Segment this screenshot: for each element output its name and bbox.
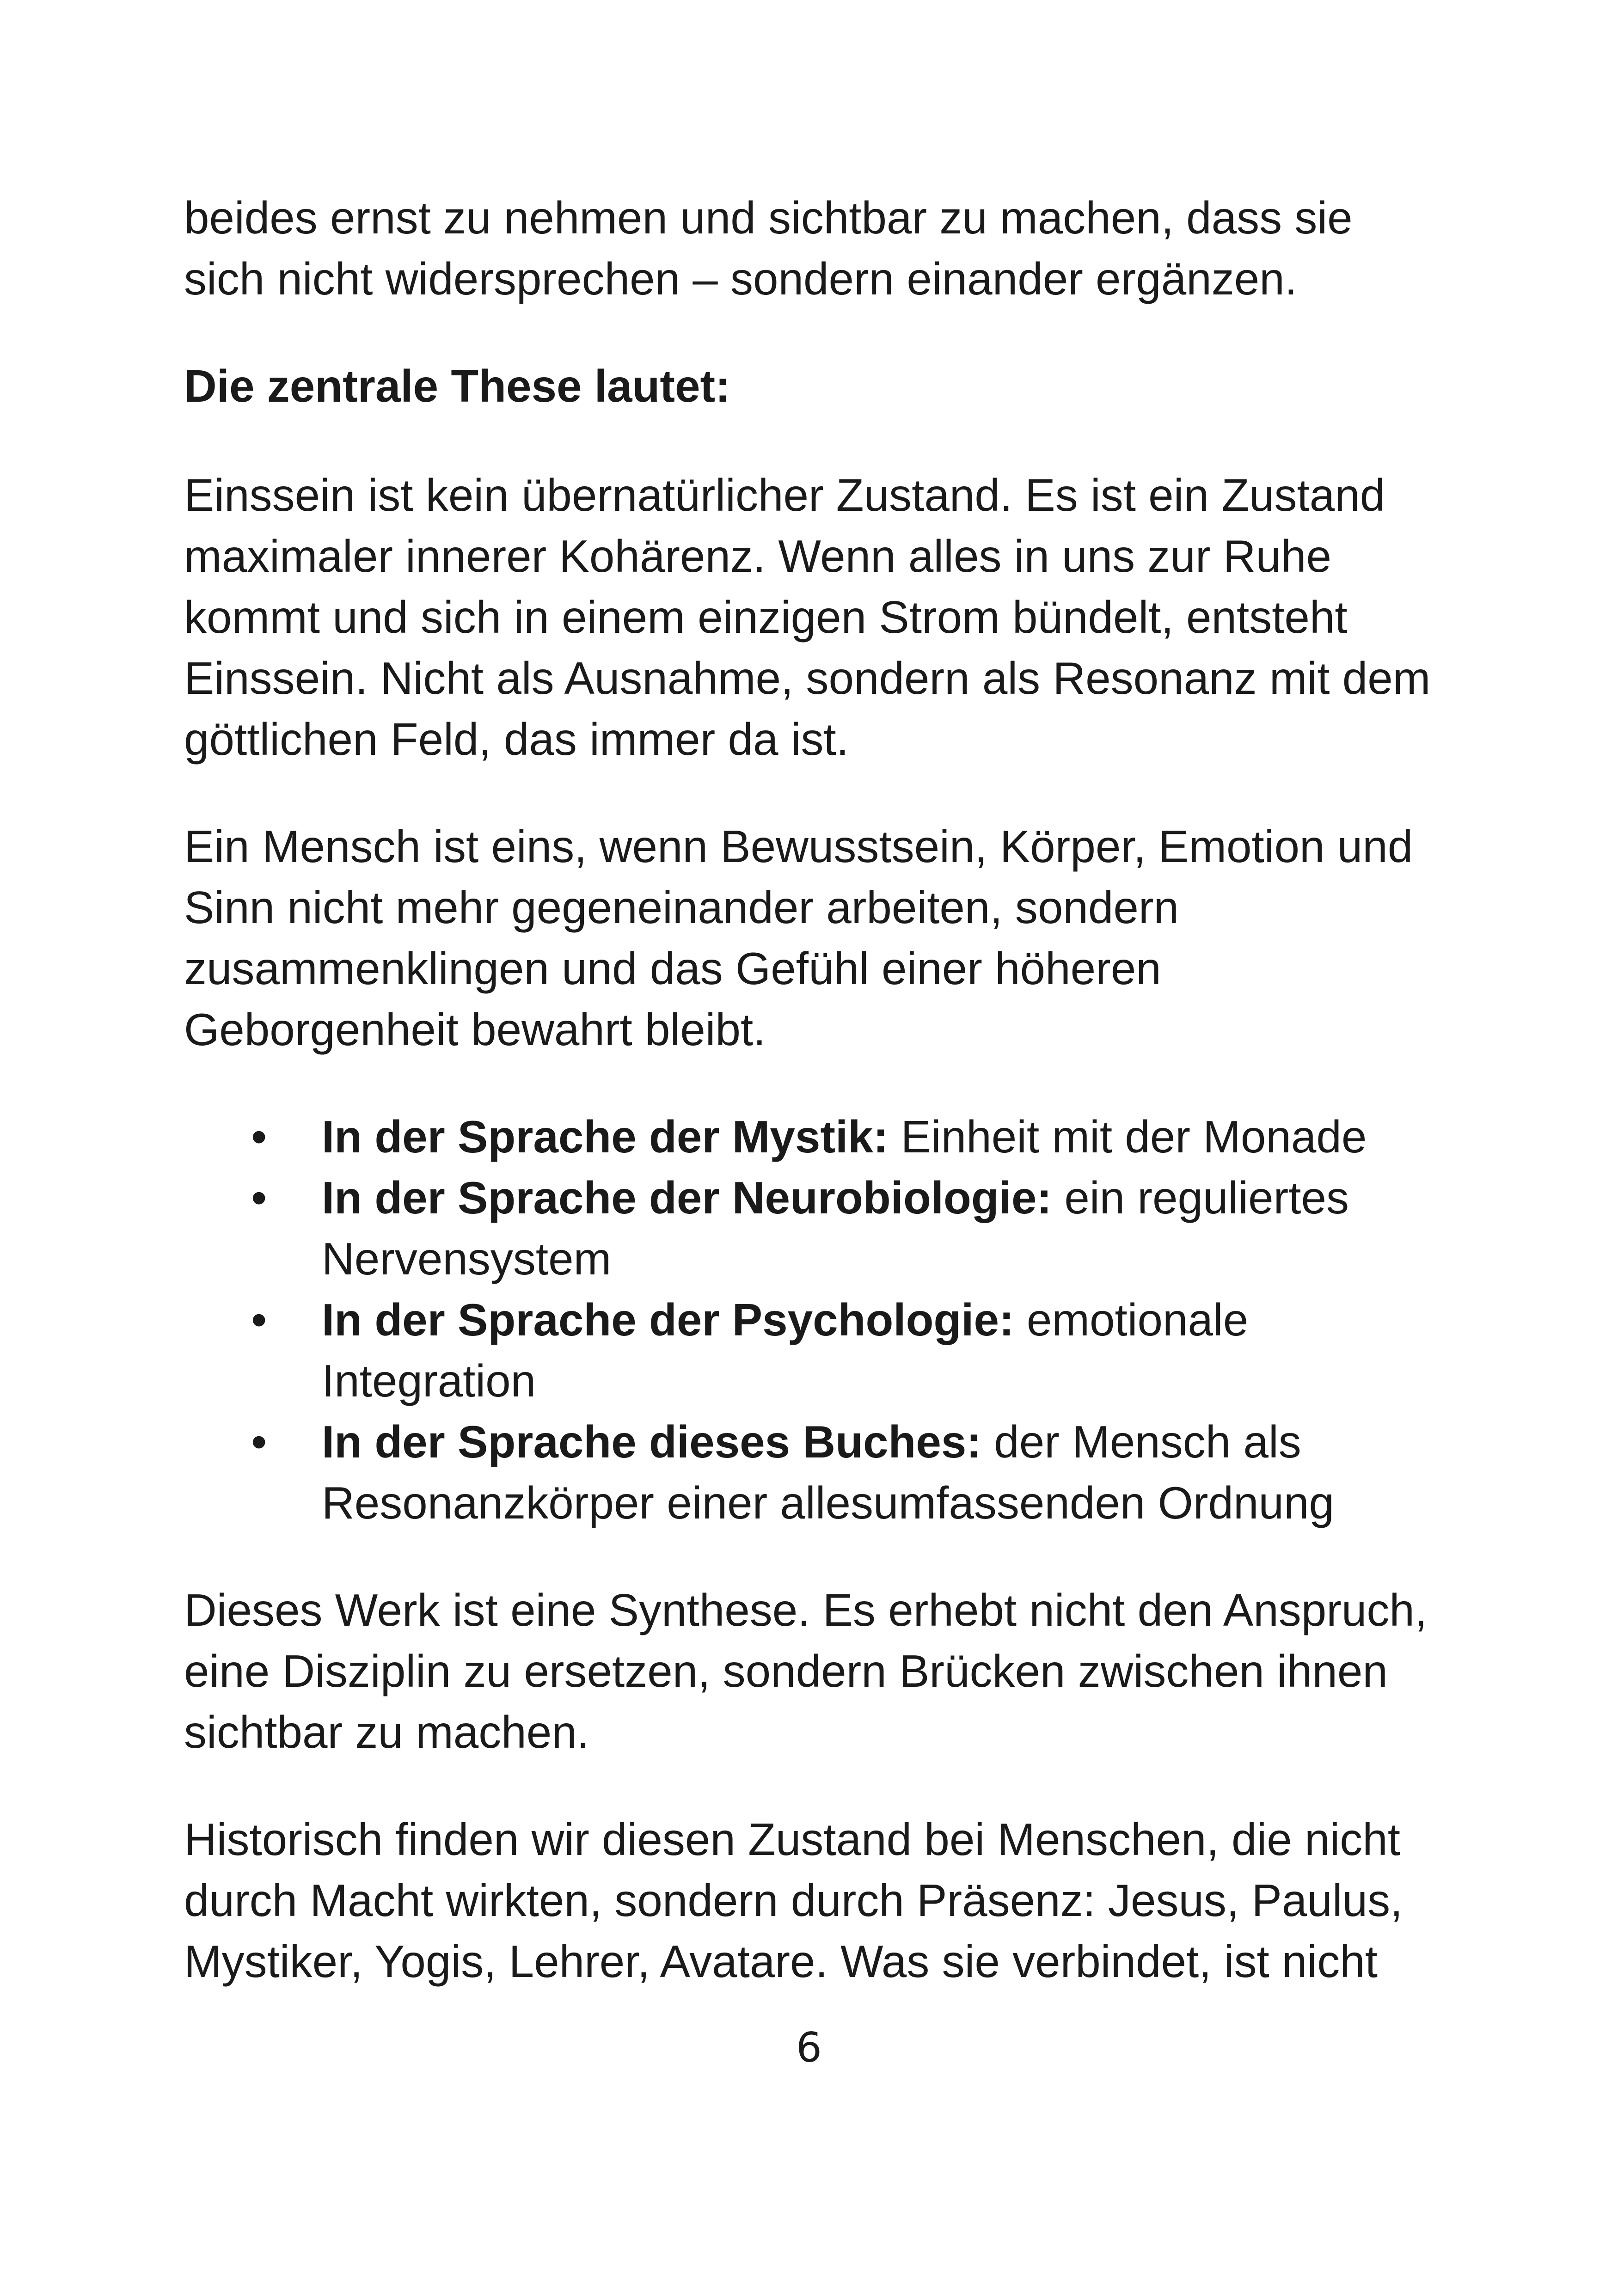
bullet-icon: • [251,1416,267,1467]
unity-paragraph: Ein Mensch ist eins, wenn Bewusstsein, Körper, Emotion und Sinn nicht mehr gegeneinander arbeiten, sondern zusammenklingen und das Gefühl einer höheren Geborgenheit bewahrt bleibt. [184,821,1413,1055]
list-item [184,1289,1441,1411]
intro-continuation-paragraph: beides ernst zu nehmen und sichtbar zu machen, dass sie sich nicht widersprechen – sondern einander ergänzen. [184,192,1353,304]
list-item-term: In der Sprache der Psychologie: [322,1294,1014,1345]
page-number: 6 [796,2024,822,2071]
list-item-term: In der Sprache dieses Buches: [322,1416,981,1467]
list-item-text: ein reguliertes Nervensystem [322,1172,1349,1284]
page-body [184,187,1441,2038]
list-item [184,1167,1441,1289]
list-item-text: emotionale Integration [322,1294,1249,1406]
list-item-text: Einheit mit der Monade [888,1111,1367,1162]
historical-paragraph: Historisch finden wir diesen Zustand bei Menschen, die nicht durch Macht wirkten, sondern durch Präsenz: Jesus, Paulus, Mystiker, Yogis, Lehrer, Avatare. Was sie verbindet, ist nicht [184,1814,1403,1987]
synthesis-paragraph: Dieses Werk ist eine Synthese. Es erhebt nicht den Anspruch, eine Disziplin zu ersetzen, sondern Brücken zwischen ihnen sichtbar zu machen. [184,1585,1428,1757]
bullet-icon: • [251,1172,267,1223]
list-item-term: In der Sprache der Mystik: [322,1111,889,1162]
list-item [184,1411,1441,1533]
thesis-paragraph: Einssein ist kein übernatürlicher Zustand. Es ist ein Zustand maximaler innerer Kohärenz. Wenn alles in uns zur Ruhe kommt und sich in einem einzigen Strom bündelt, entsteht Einssein. Nicht als Ausnahme, sondern als Resonanz mit dem göttlichen Feld, das immer da ist. [184,470,1431,765]
perspective-list [184,1106,1441,1533]
bullet-icon: • [251,1294,267,1345]
bullet-icon: • [251,1111,267,1162]
list-item [184,1106,1441,1167]
list-item-term: In der Sprache der Neurobiologie: [322,1172,1052,1223]
section-heading: Die zentrale These lautet: [184,361,730,411]
list-item-text: der Mensch als Resonanzkörper einer allesumfassenden Ordnung [322,1416,1334,1528]
